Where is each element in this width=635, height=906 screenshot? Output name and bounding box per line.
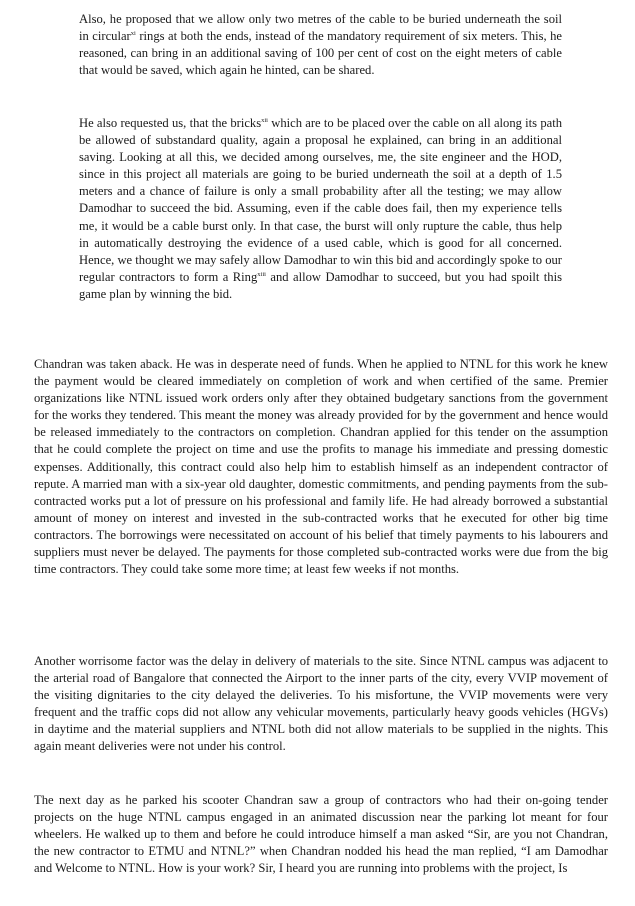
quoted-paragraph-cable-proposal: Also, he proposed that we allow only two metres of the cable to be buried underneath the soil in circular$^{xi}$ rings at both the ends, instead of the mandatory requirement of six meters. This, he reasoned, can bring in an additional saving of 100 per cent of cost on the eight meters of cable that would be saved, which again he hinted, can be shared. — [79, 12, 563, 78]
body-paragraph-damodhar-meeting: The next day as he parked his scooter Chandran saw a group of contractors who had their on-going tender projects on the huge NTNL campus engaged in an animated discussion near the parking lot meant for four wheelers. He walked up to them and before he could introduce himself a man asked “Sir, are you not Chandran, the new contractor to ETMU and NTNL?” when Chandran nodded his head the man replied, “I am Damodhar and Welcome to NTNL. How is your work? Sir, I heard you are running into problems with the project, Is — [34, 793, 608, 876]
quoted-paragraph-bricks-proposal: He also requested us, that the bricks$^{xii}$ which are to be placed over the cable on all along its path be allowed of substandard quality, again a proposal he explained, can bring in an additional saving. Looking at all this, we decided among ourselves, me, the site engineer and the HOD, since in this project all materials are going to be buried underneath the soil at a depth of 1.5 meters and a chance of failure is only a small probability after all the testing; we may allow Damodhar to succeed the bid. Assuming, even if the cable does fail, then my experience tells me, it would be a cable burst only. In that case, the burst will only rupture the cable, thus help in automatically destroying the evidence of a used cable, which is good for all concerned. Hence, we thought we may safely allow Damodhar to win this bid and accordingly spoke to our regular contractors to form a Ring$^{xiii}$ and allow Damodhar to succeed, but you had spoilt this game plan by winning the bid. — [79, 116, 562, 301]
body-paragraph-delivery-delay: Another worrisome factor was the delay in delivery of materials to the site. Since NTNL campus was adjacent to the arterial road of Bangalore that connected the Airport to the inner parts of the city, every VVIP movement of the visiting dignitaries to the city delayed the deliveries. To his misfortune, the VVIP movements were very frequent and the traffic cops did not allow any vehicular movements, particularly heavy goods vehicles (HGVs) in daytime and the material suppliers and NTNL both did not allow materials to be supplied in the nights. This again meant deliveries were not under his control. — [34, 654, 608, 754]
endnote-marker: xiii — [257, 270, 266, 278]
body-paragraph-chandran-funds: Chandran was taken aback. He was in desperate need of funds. When he applied to NTNL for this work he knew the payment would be cleared immediately on completion of work and when certified of the same. Premier organizations like NTNL issued work orders only after they obtained budgetary sanctions from the government for the works they tendered. This meant the money was already provided for by the government and hence would be released immediately to the contractors on completion. Chandran applied for this tender on the assumption that he could complete the project on time and use the profits to manage his immediate and pressing domestic expenses. Additionally, this contract could also help him to establish himself as an independent contractor of repute. A married man with a six-year old daughter, domestic commitments, and pending payments from the sub-contracted works put a lot of pressure on his professional and family life. He had already borrowed a substantial amount of money on interest and invested in the sub-contracted works that he executed for other big time contractors. The borrowings were necessitated on account of his belief that timely payments to his labourers and suppliers must never be delayed. The payments for those completed sub-contracted works were due from the big time contractors. They could take some more time; at least few weeks if not months. — [34, 357, 608, 577]
endnote-marker: xi — [130, 29, 136, 37]
endnote-marker: xii — [261, 116, 268, 124]
